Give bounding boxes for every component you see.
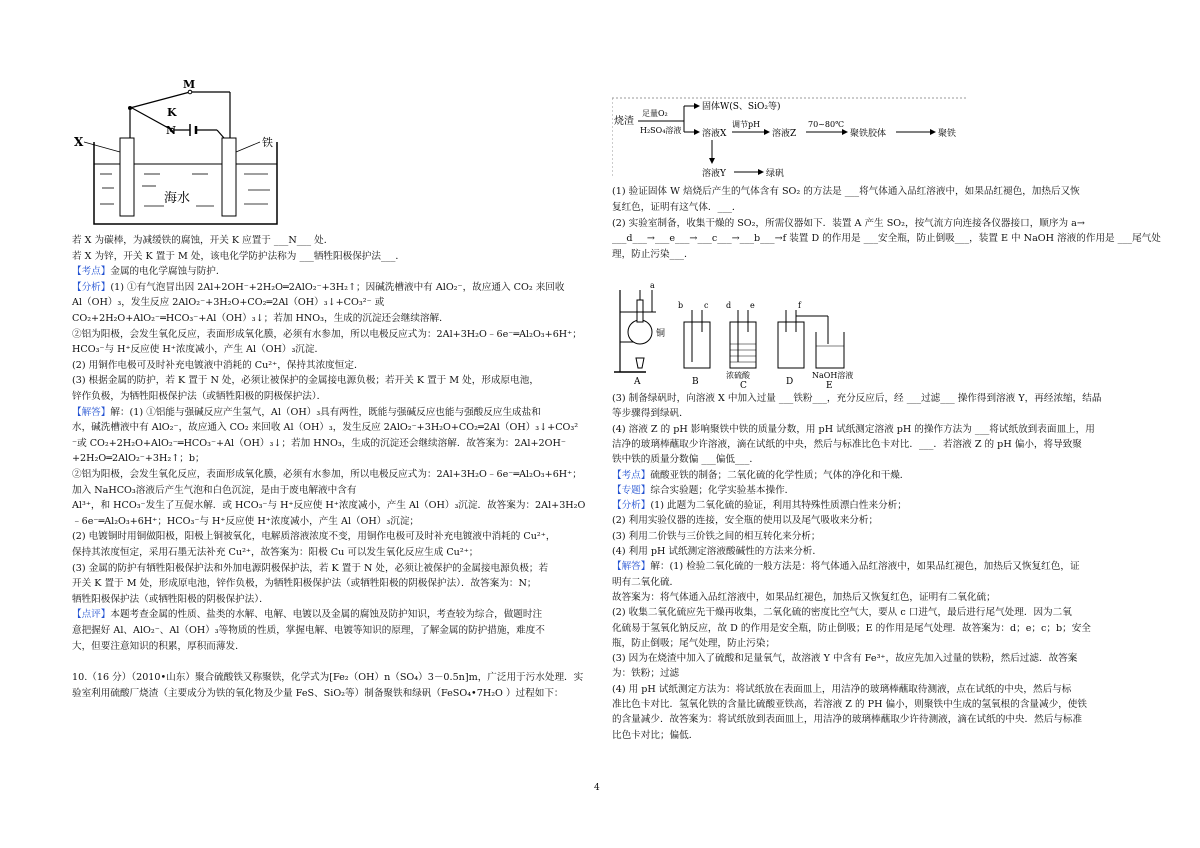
text-line: (3) 根据金属的防护，若 K 置于 N 处，必须让被保护的金属接电源负极；若开关 K 置于 M 处，形成原电池， [72,375,539,387]
flow-solution-z: 溶液Z [772,129,797,139]
text-line: 保持其浓度恒定，采用石墨无法补充 Cu²⁺，故答案为：阳极 Cu 可以发生氧化反应生成 Cu²⁺； [72,547,479,558]
flow-polyiron: 聚铁 [938,129,957,139]
text-line: CO₂+2H₂O+AlO₂⁻═HCO₃⁻+Al（OH）₃↓；若加 HNO₃，生成的沉淀还会继续溶解． [72,313,449,324]
electrolysis-circuit-diagram [72,78,302,230]
label-seawater: 海水 [164,191,191,206]
port-a-label: a [650,282,655,290]
text-line: 意把握好 Al、AlO₂⁻、Al（OH）₃等物质的性质，掌握电解、电镀等知识的原理，了解金属的防护措施，难度不 [72,625,545,636]
label-x: X [74,135,84,149]
text-line: 开关 K 置于 M 处，形成原电池，锌作负极，为牺牲阳极保护法（或牺牲阳极的阴极保护法）．故答案为：N； [72,578,537,590]
section-text: (1) ①有气泡冒出因 2Al+2OH⁻+2H₂O═2AlO₂⁻+3H₂↑；因碱洗槽液中有 AlO₂⁻，故应通入 CO₂ 来回收 [110,281,565,293]
section-tag: 【分析】 [72,281,111,293]
label-n: N [166,124,177,137]
port-d-label: d [726,301,732,310]
text-line [72,282,565,294]
label-iron: 铁 [262,136,273,149]
text-line [612,561,1080,573]
text-line: ___d___→___e___→___c___→___b___→f 装置 D 的作用是 ___安全瓶，防止倒吸___，装置 E 中 NaOH 溶液的作用是 ___尾气处 [612,233,1161,245]
text-line [72,266,226,278]
text-line: 的含量减少．故答案为：将试纸放到表面皿上，用洁净的玻璃棒蘸取少许待测液，滴在试纸的中央．然后与标准 [612,714,1083,726]
text-line: 比色卡对比；偏低． [612,729,699,741]
section-text: 解：(1) 检验二氧化硫的一般方法是：将气体通入品红溶液中，如果品红褪色，加热后又恢复红色，证 [650,561,1080,573]
text-line: (3) 因为在烧渣中加入了硫酸和足量氧气，故溶液 Y 中含有 Fe³⁺，故应先加入过量的铁粉，然后过滤．故答案 [612,653,1078,665]
label-apparatus-d: D [786,377,794,387]
text-line: 瓶，防止倒吸；尾气处理，防止污染； [612,637,776,649]
section-text: 金属的电化学腐蚀与防护． [110,266,226,278]
text-line: (1) 验证固体 W 焙烧后产生的气体含有 SO₂ 的方法是 ___将气体通入品红溶液中，如果品红褪色，加热后又恢 [612,186,1080,197]
text-line: +2H₂O═2AlO₂⁻+3H₂↑；b； [72,453,205,465]
text-line [612,485,794,497]
flow-h2so4: H₂SO₄溶液 [640,126,682,135]
text-line [72,609,542,621]
text-line: 10.（16 分）（2010•山东）聚合硫酸铁又称聚铁，化学式为[Fe₂（OH）n（SO₄）3－0.5n]m，广泛用于污水处理．实 [72,672,584,684]
section-tag: 【解答】 [612,561,651,573]
text-line [612,470,909,482]
port-f-label: f [798,301,801,310]
section-tag: 【点评】 [72,609,111,621]
text-line: (4) 用 pH 试纸测定方法为：将试纸放在表面皿上，用洁净的玻璃棒蘸取待测液，点在试纸的中央，然后与标 [612,683,1072,695]
text-line [72,407,541,419]
section-tag: 【考点】 [72,266,111,278]
text-line: 大，但要注意知识的积累，厚积而薄发． [72,640,245,652]
text-line: 理，防止污染___． [612,249,694,261]
text-line: 锌作负极，为牺牲阳极保护法（或牺牲阳极的阴极保护法）． [72,391,327,402]
text-line: 明有二氧化硫． [612,576,680,588]
text-line: (2) 电镀铜时用铜做阳极，阳极上铜被氧化，电解质溶液浓度不变，用铜作电极可及时补充电镀液中消耗的 Cu²⁺， [72,531,556,543]
text-line: ﹣6e⁻═Al₂O₃+6H⁺；HCO₃⁻与 H⁺反应使 H⁺浓度减小，产生 Al（OH）₃沉淀； [72,515,419,527]
section-tag: 【解答】 [72,406,111,418]
text-line: 洁净的玻璃棒蘸取少许溶液，滴在试纸的中央，然后与标准比色卡对比．___．若溶液 Z 的 pH 偏小，将导致聚 [612,438,1082,450]
section-tag: 【专题】 [612,484,651,496]
text-line: ②铝为阳极，会发生氧化反应，表面形成氧化膜，必须有水参加，所以电极反应式为：2Al+3H₂O﹣6e⁻═Al₂O₃+6H⁺； [72,469,582,480]
label-apparatus-a: A [634,377,641,387]
text-line: 若 X 为锌，开关 K 置于 M 处，该电化学防护法称为 ___牺牲阳极保护法___． [72,250,405,262]
section-text: (1) 此题为二氧化硫的验证，利用其特殊性质漂白性来分析； [650,500,907,512]
text-line: ②铝为阳极，会发生氧化反应，表面形成氧化膜，必须有水参加，所以电极反应式为：2Al+3H₂O﹣6e⁻═Al₂O₃+6H⁺； [72,328,582,340]
flow-shaozha: 烧渣 [614,116,634,127]
text-line: (3) 金属的防护有牺牲阳极保护法和外加电源阴极保护法，若 K 置于 N 处，必须让被保护的金属接电源负极；若 [72,562,549,574]
label-apparatus-b: B [692,377,699,387]
text-line: 验室利用硫酸厂烧渣（主要成分为铁的氧化物及少量 FeS、SiO₂等）制备聚铁和绿矾（FeSO₄•7H₂O ）过程如下： [72,687,564,699]
flow-lvfan: 绿矾 [766,169,785,179]
text-line: 为：铁粉；过滤 [612,668,680,680]
port-c-label: c [704,301,709,310]
section-text: 综合实验题；化学实验基本操作． [650,484,795,496]
flow-solution-y: 溶液Y [702,169,726,179]
page-number: 4 [594,783,600,793]
port-b-label: b [678,301,684,310]
text-line: (2) 利用实验仪器的连接，安全瓶的使用以及尾气吸收来分析； [612,515,879,527]
text-line: (3) 制备绿矾时，向溶液 X 中加入过量 ___铁粉___，充分反应后，经 ___过滤___ 操作得到溶液 Y，再经浓缩，结晶 [612,393,1102,404]
text-line: (4) 溶液 Z 的 pH 影响聚铁中铁的质量分数，用 pH 试纸测定溶液 pH 的操作方法为 ___将试纸放到表面皿上，用 [612,423,1095,435]
section-text: 解：(1) ①铝能与强碱反应产生氢气，Al（OH）₃具有两性，既能与强碱反应也能与强酸反应生成盐和 [110,406,541,418]
text-line: (2) 实验室制备，收集干燥的 SO₂，所需仪器如下．装置 A 产生 SO₂，按气流方向连接各仪器接口，顺序为 a→ [612,217,1085,229]
flow-colloid: 聚铁胶体 [850,129,887,139]
text-line: HCO₃⁻与 H⁺反应使 H⁺浓度减小，产生 Al（OH）₃沉淀． [72,344,325,356]
flow-temperature: 70~80℃ [808,120,845,129]
flow-o2: 足量O₂ [642,109,668,118]
text-line: 化硫易于氢氧化钠反应，故 D 的作用是安全瓶，防止倒吸；E 的作用是尾气处理．故答案为：d；e；c；b；安全 [612,622,1091,634]
flow-solution-x: 溶液X [702,129,727,139]
port-e-label: e [750,301,755,310]
naoh-label: NaOH溶液 [812,371,854,380]
section-tag: 【考点】 [612,469,651,481]
copper-label: 铜 [656,329,666,339]
text-line: 铁中铁的质量分数偏 ___偏低___． [612,454,759,466]
section-text: 硫酸亚铁的制备；二氧化硫的化学性质；气体的净化和干燥． [650,469,910,481]
flow-solid-w: 固体W(S、SiO₂等) [702,102,781,112]
text-line [612,500,907,512]
conc-acid-label: 浓硫酸 [726,371,750,380]
text-line: (2) 用铜作电极可及时补充电镀液中消耗的 Cu²⁺，保持其浓度恒定． [72,359,364,371]
flow-adjust-ph: 调节pH [732,120,761,129]
text-line: 复红色，证明有这气体．___． [612,201,742,213]
text-line: 故答案为：将气体通入品红溶液中，如果品红褪色，加热后又恢复红色，证明有二氧化硫； [612,591,996,603]
label-k: K [167,106,177,119]
apparatus-diagram [612,282,862,388]
text-line: Al（OH）₃，发生反应 2AlO₂⁻+3H₂O+CO₂═2Al（OH）₃↓+CO₃²⁻ 或 [72,297,385,309]
label-m: M [183,78,196,91]
section-tag: 【分析】 [612,500,651,512]
text-line: 加入 NaHCO₃溶液后产生气泡和白色沉淀，是由于废电解液中含有 [72,484,357,496]
label-apparatus-c: C [740,381,747,388]
text-line: 准比色卡对比．氢氧化铁的含量比硫酸亚铁高，若溶液 Z 的 PH 偏小，则聚铁中生成的氢氧根的含量减少，使铁 [612,699,1087,710]
text-line: 水，碱洗槽液中有 AlO₂⁻，故应通入 CO₂ 来回收 Al（OH）₃，发生反应 2AlO₂⁻+3H₂O+CO₂═2Al（OH）₃↓+CO₃² [72,422,579,434]
text-line: (2) 收集二氧化硫应先干燥再收集，二氧化硫的密度比空气大，要从 c 口进气，最后进行尾气处理．因为二氧 [612,607,1072,619]
section-text: 本题考查金属的性质、盐类的水解、电解、电镀以及金属的腐蚀及防护知识，考查较为综合，做题时注 [110,609,543,621]
label-apparatus-e: E [826,381,833,388]
text-line: (3) 利用二价铁与三价铁之间的相互转化来分析； [612,530,821,542]
process-flow-diagram [612,96,972,180]
text-line: ⁻或 CO₂+2H₂O+AlO₂⁻═HCO₃⁻+Al（OH）₃↓；若加 HNO₃，生成的沉淀还会继续溶解．故答案为：2Al+2OH⁻ [72,437,566,449]
text-line: (4) 利用 pH 试纸测定溶液酸碱性的方法来分析． [612,546,822,557]
text-line: 若 X 为碳棒，为减缓铁的腐蚀，开关 K 应置于 ___N___ 处． [72,235,334,246]
text-line: 牺牲阳极保护法（或牺牲阳极的阴极保护法）． [72,593,269,605]
text-line: Al³⁺，和 HCO₃⁻发生了互促水解．或 HCO₃⁻与 H⁺反应使 H⁺浓度减小，产生 Al（OH）₃沉淀．故答案为：2Al+3H₂O [72,500,586,512]
text-line: 等步骤得到绿矾． [612,408,689,420]
